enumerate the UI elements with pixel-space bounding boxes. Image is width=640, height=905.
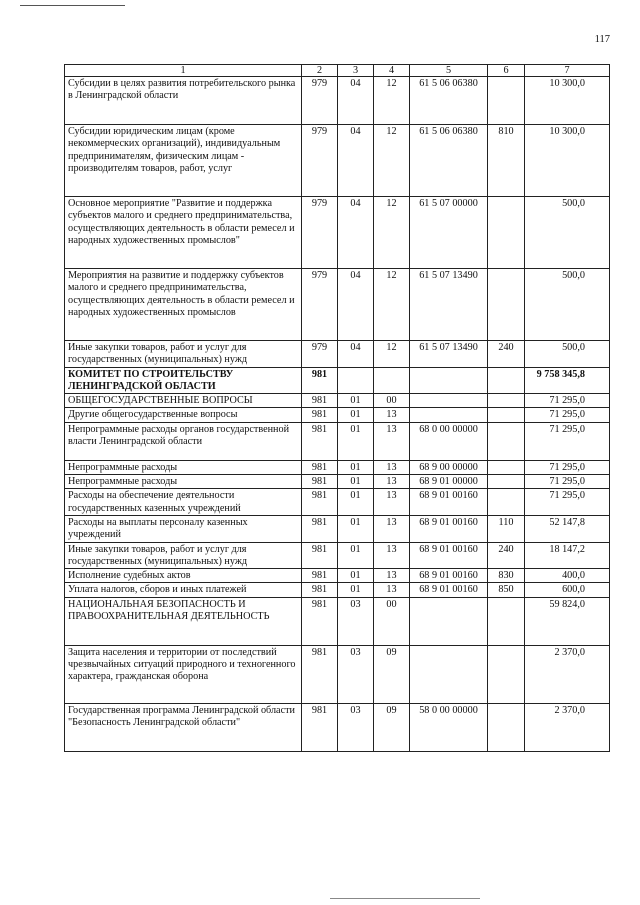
row-amount: 71 295,0 — [525, 475, 610, 489]
row-target-article: 61 5 07 00000 — [410, 197, 488, 269]
row-section: 01 — [338, 569, 374, 583]
row-subsection: 12 — [374, 125, 410, 197]
table-row — [65, 475, 610, 489]
table-row — [65, 460, 610, 474]
column-header: 3 — [338, 65, 374, 77]
row-amount: 2 370,0 — [525, 645, 610, 703]
row-target-article: 61 5 06 06380 — [410, 77, 488, 125]
table-row — [65, 394, 610, 408]
row-amount: 59 824,0 — [525, 597, 610, 645]
row-name: Субсидии юридическим лицам (кроме некоммерческих организаций), индивидуальным предпринимателям, физическим лицам - производителям товаров, работ, услуг — [65, 125, 302, 197]
row-name: Иные закупки товаров, работ и услуг для государственных (муниципальных) нужд — [65, 542, 302, 569]
row-section: 01 — [338, 475, 374, 489]
row-target-article: 61 5 06 06380 — [410, 125, 488, 197]
row-expense-type: 850 — [488, 583, 525, 597]
row-target-article: 61 5 07 13490 — [410, 269, 488, 341]
row-section — [338, 367, 374, 394]
row-subsection: 13 — [374, 542, 410, 569]
table-row — [65, 489, 610, 516]
row-name: ОБЩЕГОСУДАРСТВЕННЫЕ ВОПРОСЫ — [65, 394, 302, 408]
row-amount: 500,0 — [525, 269, 610, 341]
column-header: 6 — [488, 65, 525, 77]
row-section: 04 — [338, 197, 374, 269]
table-row — [65, 542, 610, 569]
table-row — [65, 367, 610, 394]
row-amount: 18 147,2 — [525, 542, 610, 569]
row-expense-type — [488, 197, 525, 269]
row-admin-code: 981 — [302, 394, 338, 408]
row-subsection: 13 — [374, 489, 410, 516]
row-admin-code: 981 — [302, 475, 338, 489]
row-target-article — [410, 645, 488, 703]
column-header: 7 — [525, 65, 610, 77]
scan-artifact-line — [20, 5, 125, 6]
table-row — [65, 125, 610, 197]
row-target-article: 58 0 00 00000 — [410, 703, 488, 751]
table-row — [65, 597, 610, 645]
row-target-article — [410, 394, 488, 408]
row-expense-type: 240 — [488, 341, 525, 368]
row-name: Основное мероприятие "Развитие и поддержка субъектов малого и среднего предпринимательства, осуществляющих деятельность в области ремесел и народных художественных промыслов" — [65, 197, 302, 269]
row-amount: 10 300,0 — [525, 125, 610, 197]
row-section: 04 — [338, 269, 374, 341]
table-row — [65, 583, 610, 597]
row-subsection: 13 — [374, 569, 410, 583]
row-expense-type — [488, 408, 525, 422]
row-expense-type — [488, 367, 525, 394]
row-admin-code: 979 — [302, 77, 338, 125]
table-row — [65, 269, 610, 341]
table-row — [65, 77, 610, 125]
row-expense-type — [488, 422, 525, 460]
row-admin-code: 981 — [302, 515, 338, 542]
row-section: 03 — [338, 703, 374, 751]
row-section: 01 — [338, 583, 374, 597]
table-header-row — [65, 65, 610, 77]
row-expense-type — [488, 597, 525, 645]
row-admin-code: 981 — [302, 460, 338, 474]
row-subsection: 00 — [374, 394, 410, 408]
row-subsection: 12 — [374, 77, 410, 125]
row-amount: 71 295,0 — [525, 394, 610, 408]
row-section: 04 — [338, 341, 374, 368]
row-expense-type — [488, 394, 525, 408]
row-target-article — [410, 367, 488, 394]
table-row — [65, 422, 610, 460]
row-admin-code: 979 — [302, 125, 338, 197]
row-name: Субсидии в целях развития потребительского рынка в Ленинградской области — [65, 77, 302, 125]
row-expense-type — [488, 77, 525, 125]
row-expense-type — [488, 475, 525, 489]
table-row — [65, 569, 610, 583]
column-header: 2 — [302, 65, 338, 77]
row-section: 04 — [338, 77, 374, 125]
table-row — [65, 645, 610, 703]
row-target-article: 68 9 00 00000 — [410, 460, 488, 474]
row-expense-type — [488, 645, 525, 703]
row-admin-code: 979 — [302, 197, 338, 269]
row-subsection: 12 — [374, 269, 410, 341]
row-section: 04 — [338, 125, 374, 197]
row-section: 03 — [338, 597, 374, 645]
row-subsection: 13 — [374, 460, 410, 474]
row-subsection: 00 — [374, 597, 410, 645]
row-amount: 71 295,0 — [525, 422, 610, 460]
budget-table — [64, 64, 610, 752]
row-target-article: 68 9 01 00160 — [410, 515, 488, 542]
row-expense-type: 240 — [488, 542, 525, 569]
row-subsection: 09 — [374, 645, 410, 703]
row-admin-code: 981 — [302, 569, 338, 583]
row-admin-code: 981 — [302, 583, 338, 597]
row-admin-code: 981 — [302, 542, 338, 569]
column-header: 5 — [410, 65, 488, 77]
row-section: 01 — [338, 422, 374, 460]
row-name: НАЦИОНАЛЬНАЯ БЕЗОПАСНОСТЬ И ПРАВООХРАНИТЕЛЬНАЯ ДЕЯТЕЛЬНОСТЬ — [65, 597, 302, 645]
row-expense-type — [488, 489, 525, 516]
row-section: 01 — [338, 460, 374, 474]
row-target-article: 68 9 01 00160 — [410, 569, 488, 583]
row-expense-type: 110 — [488, 515, 525, 542]
row-amount: 600,0 — [525, 583, 610, 597]
row-subsection: 13 — [374, 475, 410, 489]
row-expense-type — [488, 269, 525, 341]
row-target-article: 68 9 01 00160 — [410, 583, 488, 597]
row-name: Исполнение судебных актов — [65, 569, 302, 583]
row-amount: 2 370,0 — [525, 703, 610, 751]
row-subsection — [374, 367, 410, 394]
page-number: 117 — [594, 34, 610, 45]
row-name: Иные закупки товаров, работ и услуг для государственных (муниципальных) нужд — [65, 341, 302, 368]
row-amount: 500,0 — [525, 341, 610, 368]
row-admin-code: 981 — [302, 703, 338, 751]
row-name: КОМИТЕТ ПО СТРОИТЕЛЬСТВУ ЛЕНИНГРАДСКОЙ ОБЛАСТИ — [65, 367, 302, 394]
row-name: Уплата налогов, сборов и иных платежей — [65, 583, 302, 597]
row-subsection: 13 — [374, 515, 410, 542]
table-row — [65, 408, 610, 422]
row-section: 01 — [338, 542, 374, 569]
row-admin-code: 981 — [302, 597, 338, 645]
row-expense-type: 810 — [488, 125, 525, 197]
row-target-article: 61 5 07 13490 — [410, 341, 488, 368]
row-target-article — [410, 597, 488, 645]
row-subsection: 13 — [374, 408, 410, 422]
row-target-article: 68 0 00 00000 — [410, 422, 488, 460]
table-row — [65, 341, 610, 368]
row-name: Государственная программа Ленинградской области "Безопасность Ленинградской области" — [65, 703, 302, 751]
scan-artifact-line — [330, 898, 480, 899]
row-admin-code: 979 — [302, 269, 338, 341]
row-subsection: 09 — [374, 703, 410, 751]
row-section: 01 — [338, 408, 374, 422]
row-name: Непрограммные расходы органов государственной власти Ленинградской области — [65, 422, 302, 460]
row-admin-code: 981 — [302, 367, 338, 394]
row-admin-code: 981 — [302, 408, 338, 422]
row-section: 01 — [338, 394, 374, 408]
row-name: Защита населения и территории от последствий чрезвычайных ситуаций природного и техногенного характера, гражданская оборона — [65, 645, 302, 703]
row-admin-code: 981 — [302, 422, 338, 460]
row-amount: 71 295,0 — [525, 489, 610, 516]
row-admin-code: 981 — [302, 645, 338, 703]
row-amount: 71 295,0 — [525, 460, 610, 474]
row-subsection: 12 — [374, 197, 410, 269]
row-expense-type: 830 — [488, 569, 525, 583]
row-name: Непрограммные расходы — [65, 460, 302, 474]
row-admin-code: 981 — [302, 489, 338, 516]
row-target-article: 68 9 01 00000 — [410, 475, 488, 489]
row-amount: 52 147,8 — [525, 515, 610, 542]
row-subsection: 13 — [374, 583, 410, 597]
row-amount: 500,0 — [525, 197, 610, 269]
table-row — [65, 197, 610, 269]
row-target-article — [410, 408, 488, 422]
row-amount: 10 300,0 — [525, 77, 610, 125]
row-admin-code: 979 — [302, 341, 338, 368]
row-subsection: 12 — [374, 341, 410, 368]
row-name: Другие общегосударственные вопросы — [65, 408, 302, 422]
row-subsection: 13 — [374, 422, 410, 460]
row-section: 01 — [338, 515, 374, 542]
row-target-article: 68 9 01 00160 — [410, 542, 488, 569]
column-header: 1 — [65, 65, 302, 77]
table-row — [65, 515, 610, 542]
row-amount: 400,0 — [525, 569, 610, 583]
row-expense-type — [488, 460, 525, 474]
table-row — [65, 703, 610, 751]
row-expense-type — [488, 703, 525, 751]
row-target-article: 68 9 01 00160 — [410, 489, 488, 516]
row-amount: 9 758 345,8 — [525, 367, 610, 394]
row-section: 01 — [338, 489, 374, 516]
row-name: Непрограммные расходы — [65, 475, 302, 489]
column-header: 4 — [374, 65, 410, 77]
row-name: Расходы на обеспечение деятельности государственных казенных учреждений — [65, 489, 302, 516]
row-name: Мероприятия на развитие и поддержку субъектов малого и среднего предпринимательства, осуществляющих деятельность в области ремесел и народных художественных промыслов — [65, 269, 302, 341]
row-amount: 71 295,0 — [525, 408, 610, 422]
row-name: Расходы на выплаты персоналу казенных учреждений — [65, 515, 302, 542]
row-section: 03 — [338, 645, 374, 703]
